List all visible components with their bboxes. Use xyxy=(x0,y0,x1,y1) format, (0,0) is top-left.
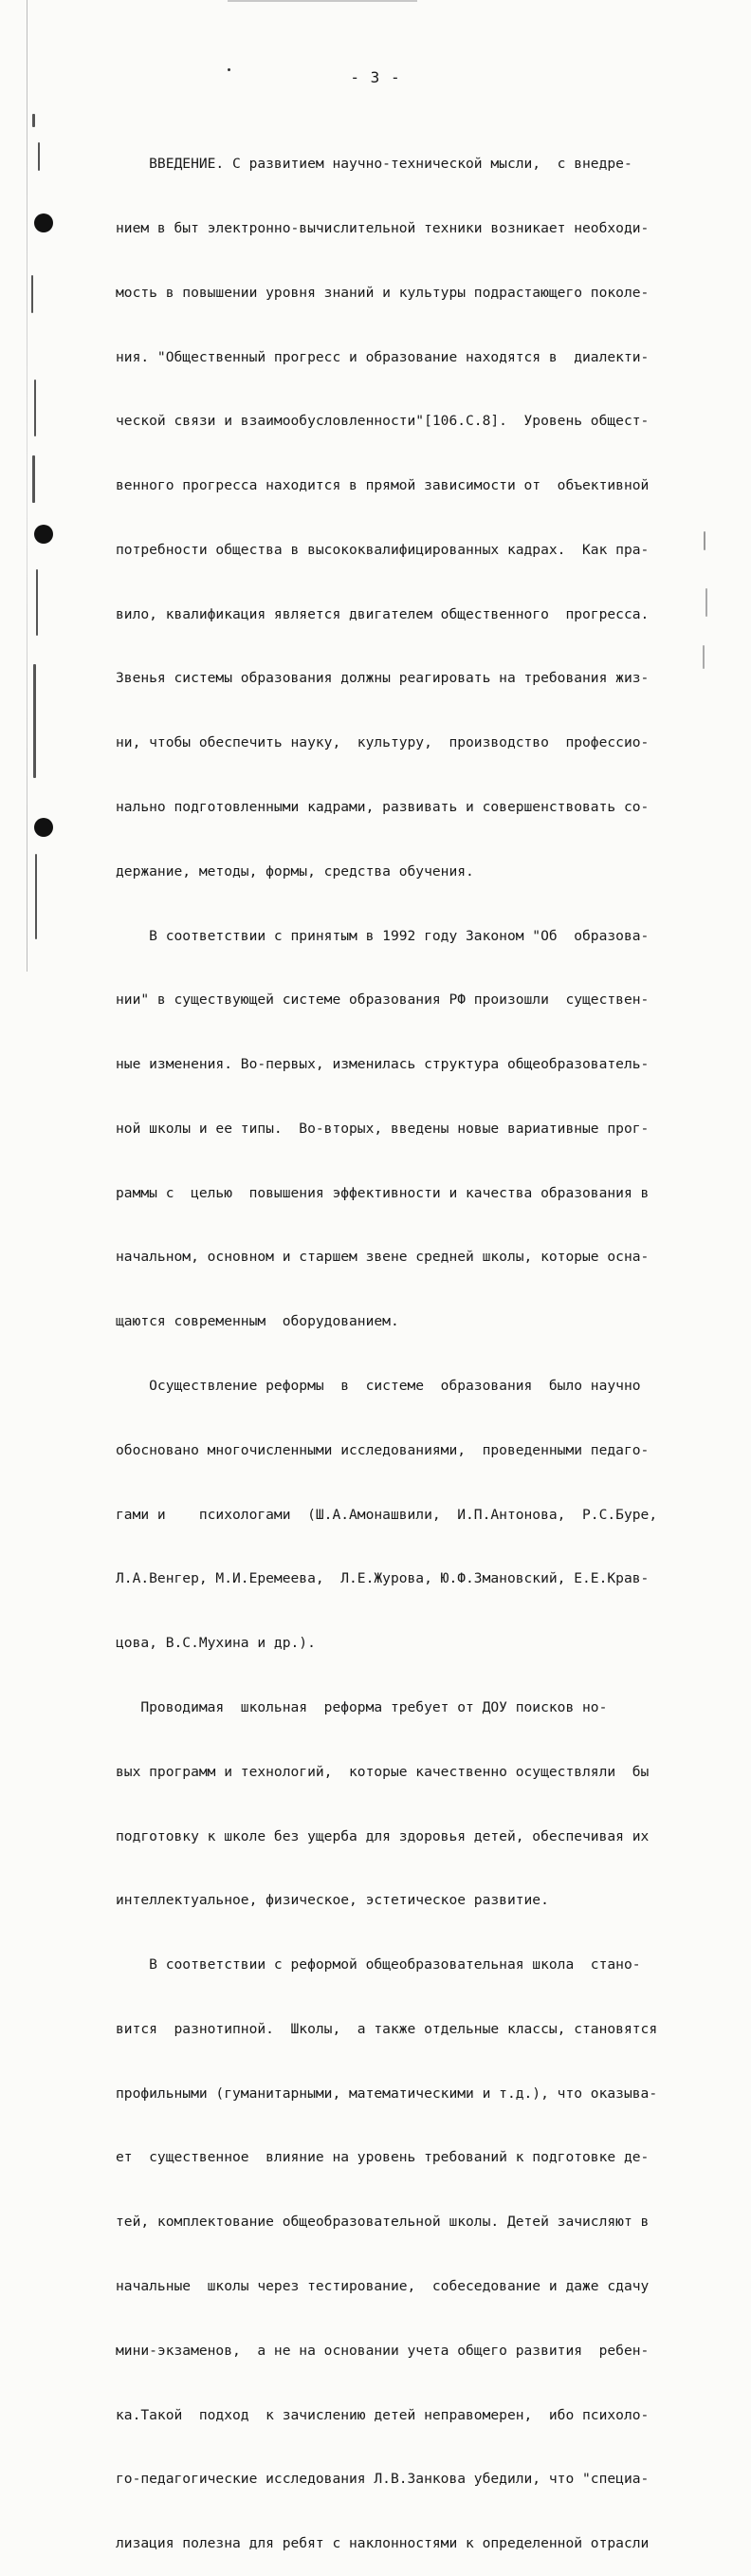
text-line: гами и психологами (Ш.А.Амонашвили, И.П.Антонова, Р.С.Буре, xyxy=(116,1506,658,1523)
left-margin-strip xyxy=(0,0,59,972)
scan-speck xyxy=(38,142,40,171)
text-line: мини-экзаменов, а не на основании учета общего развития ребен- xyxy=(116,2342,650,2359)
punch-hole xyxy=(34,525,53,544)
text-line: нально подготовленными кадрами, развивать и совершенствовать со- xyxy=(116,799,650,815)
scan-speck xyxy=(33,664,36,778)
text-line: держание, методы, формы, средства обучения. xyxy=(116,862,474,880)
text-line: нии" в существующей системе образования РФ произошли существен- xyxy=(116,991,650,1009)
text-line: потребности общества в высококвалифицированных кадрах. Как пра- xyxy=(116,541,650,558)
scan-speck xyxy=(36,569,38,636)
scan-speck xyxy=(31,275,33,313)
page-number: - 3 - xyxy=(350,68,401,86)
text-line: Звенья системы образования должны реагировать на требования жиз- xyxy=(116,670,650,687)
text-line: раммы с целью повышения эффективности и качества образования в xyxy=(116,1184,650,1201)
text-line: ВВЕДЕНИЕ. С развитием научно-технической мысли, с внедре- xyxy=(116,156,632,173)
body-text xyxy=(116,111,675,2576)
text-line: обосновано многочисленными исследованиями, проведенными педаго- xyxy=(116,1441,650,1458)
text-line: Проводимая школьная реформа требует от ДОУ поисков но- xyxy=(116,1698,608,1715)
text-line: лизация полезна для ребят с наклонностями к определенной отрасли xyxy=(116,2535,650,2552)
text-line: го-педагогические исследования Л.В.Занкова убедили, что "специа- xyxy=(116,2471,650,2488)
text-line: вило, квалификация является двигателем общественного прогресса. xyxy=(116,605,650,622)
scan-speck xyxy=(35,854,37,939)
scan-speck xyxy=(703,645,705,669)
text-line: Осуществление реформы в системе образования было научно xyxy=(116,1378,641,1395)
text-line: В соответствии с принятым в 1992 году Законом "Об образова- xyxy=(116,927,650,944)
text-line: В соответствии с реформой общеобразовательная школа стано- xyxy=(116,1956,641,1974)
text-line: тей, комплектование общеобразовательной школы. Детей зачисляют в xyxy=(116,2214,650,2231)
text-line: ния. "Общественный прогресс и образование находятся в диалекти- xyxy=(116,348,650,365)
scan-speck xyxy=(34,380,36,436)
scan-speck xyxy=(32,114,35,127)
scan-speck xyxy=(705,588,707,617)
text-line: щаются современным оборудованием. xyxy=(116,1313,399,1330)
punch-hole xyxy=(34,818,53,837)
text-line: вится разнотипной. Школы, а также отдельные классы, становятся xyxy=(116,2020,658,2037)
text-line: мость в повышении уровня знаний и культуры подрастающего поколе- xyxy=(116,284,650,301)
text-line: венного прогресса находится в прямой зависимости от объективной xyxy=(116,477,650,494)
text-line: подготовку к школе без ущерба для здоровья детей, обеспечивая их xyxy=(116,1827,650,1844)
right-scan-specks xyxy=(700,531,719,683)
text-line: ческой связи и взаимообусловленности"[106.С.8]. Уровень общест- xyxy=(116,413,650,430)
text-line: ные изменения. Во-первых, изменилась структура общеобразователь- xyxy=(116,1056,650,1073)
text-line: ет существенное влияние на уровень требований к подготовке де- xyxy=(116,2149,650,2166)
punch-hole xyxy=(34,213,53,232)
text-line: начальном, основном и старшем звене средней школы, которые осна- xyxy=(116,1249,650,1266)
text-line: вых программ и технологий, которые качественно осуществляли бы xyxy=(116,1763,650,1780)
text-line: начальные школы через тестирование, собеседование и даже сдачу xyxy=(116,2277,650,2294)
text-line: Л.А.Венгер, М.И.Еремеева, Л.Е.Журова, Ю.Ф.Змановский, Е.Е.Крав- xyxy=(116,1570,650,1587)
text-line: нием в быт электронно-вычислительной техники возникает необходи- xyxy=(116,219,650,236)
text-line: интеллектуальное, физическое, эстетическое развитие. xyxy=(116,1892,549,1909)
text-line: ни, чтобы обеспечить науку, культуру, производство профессио- xyxy=(116,734,650,751)
scan-speck xyxy=(704,531,705,550)
text-line: ка.Такой подход к зачислению детей неправомерен, ибо психоло- xyxy=(116,2406,650,2423)
text-line: цова, В.С.Мухина и др.). xyxy=(116,1635,316,1652)
text-line: ной школы и ее типы. Во-вторых, введены новые вариативные прог- xyxy=(116,1120,650,1137)
scan-speck xyxy=(32,455,35,503)
text-line: профильными (гуманитарными, математическими и т.д.), что оказыва- xyxy=(116,2085,658,2102)
scan-top-mark xyxy=(228,0,417,2)
